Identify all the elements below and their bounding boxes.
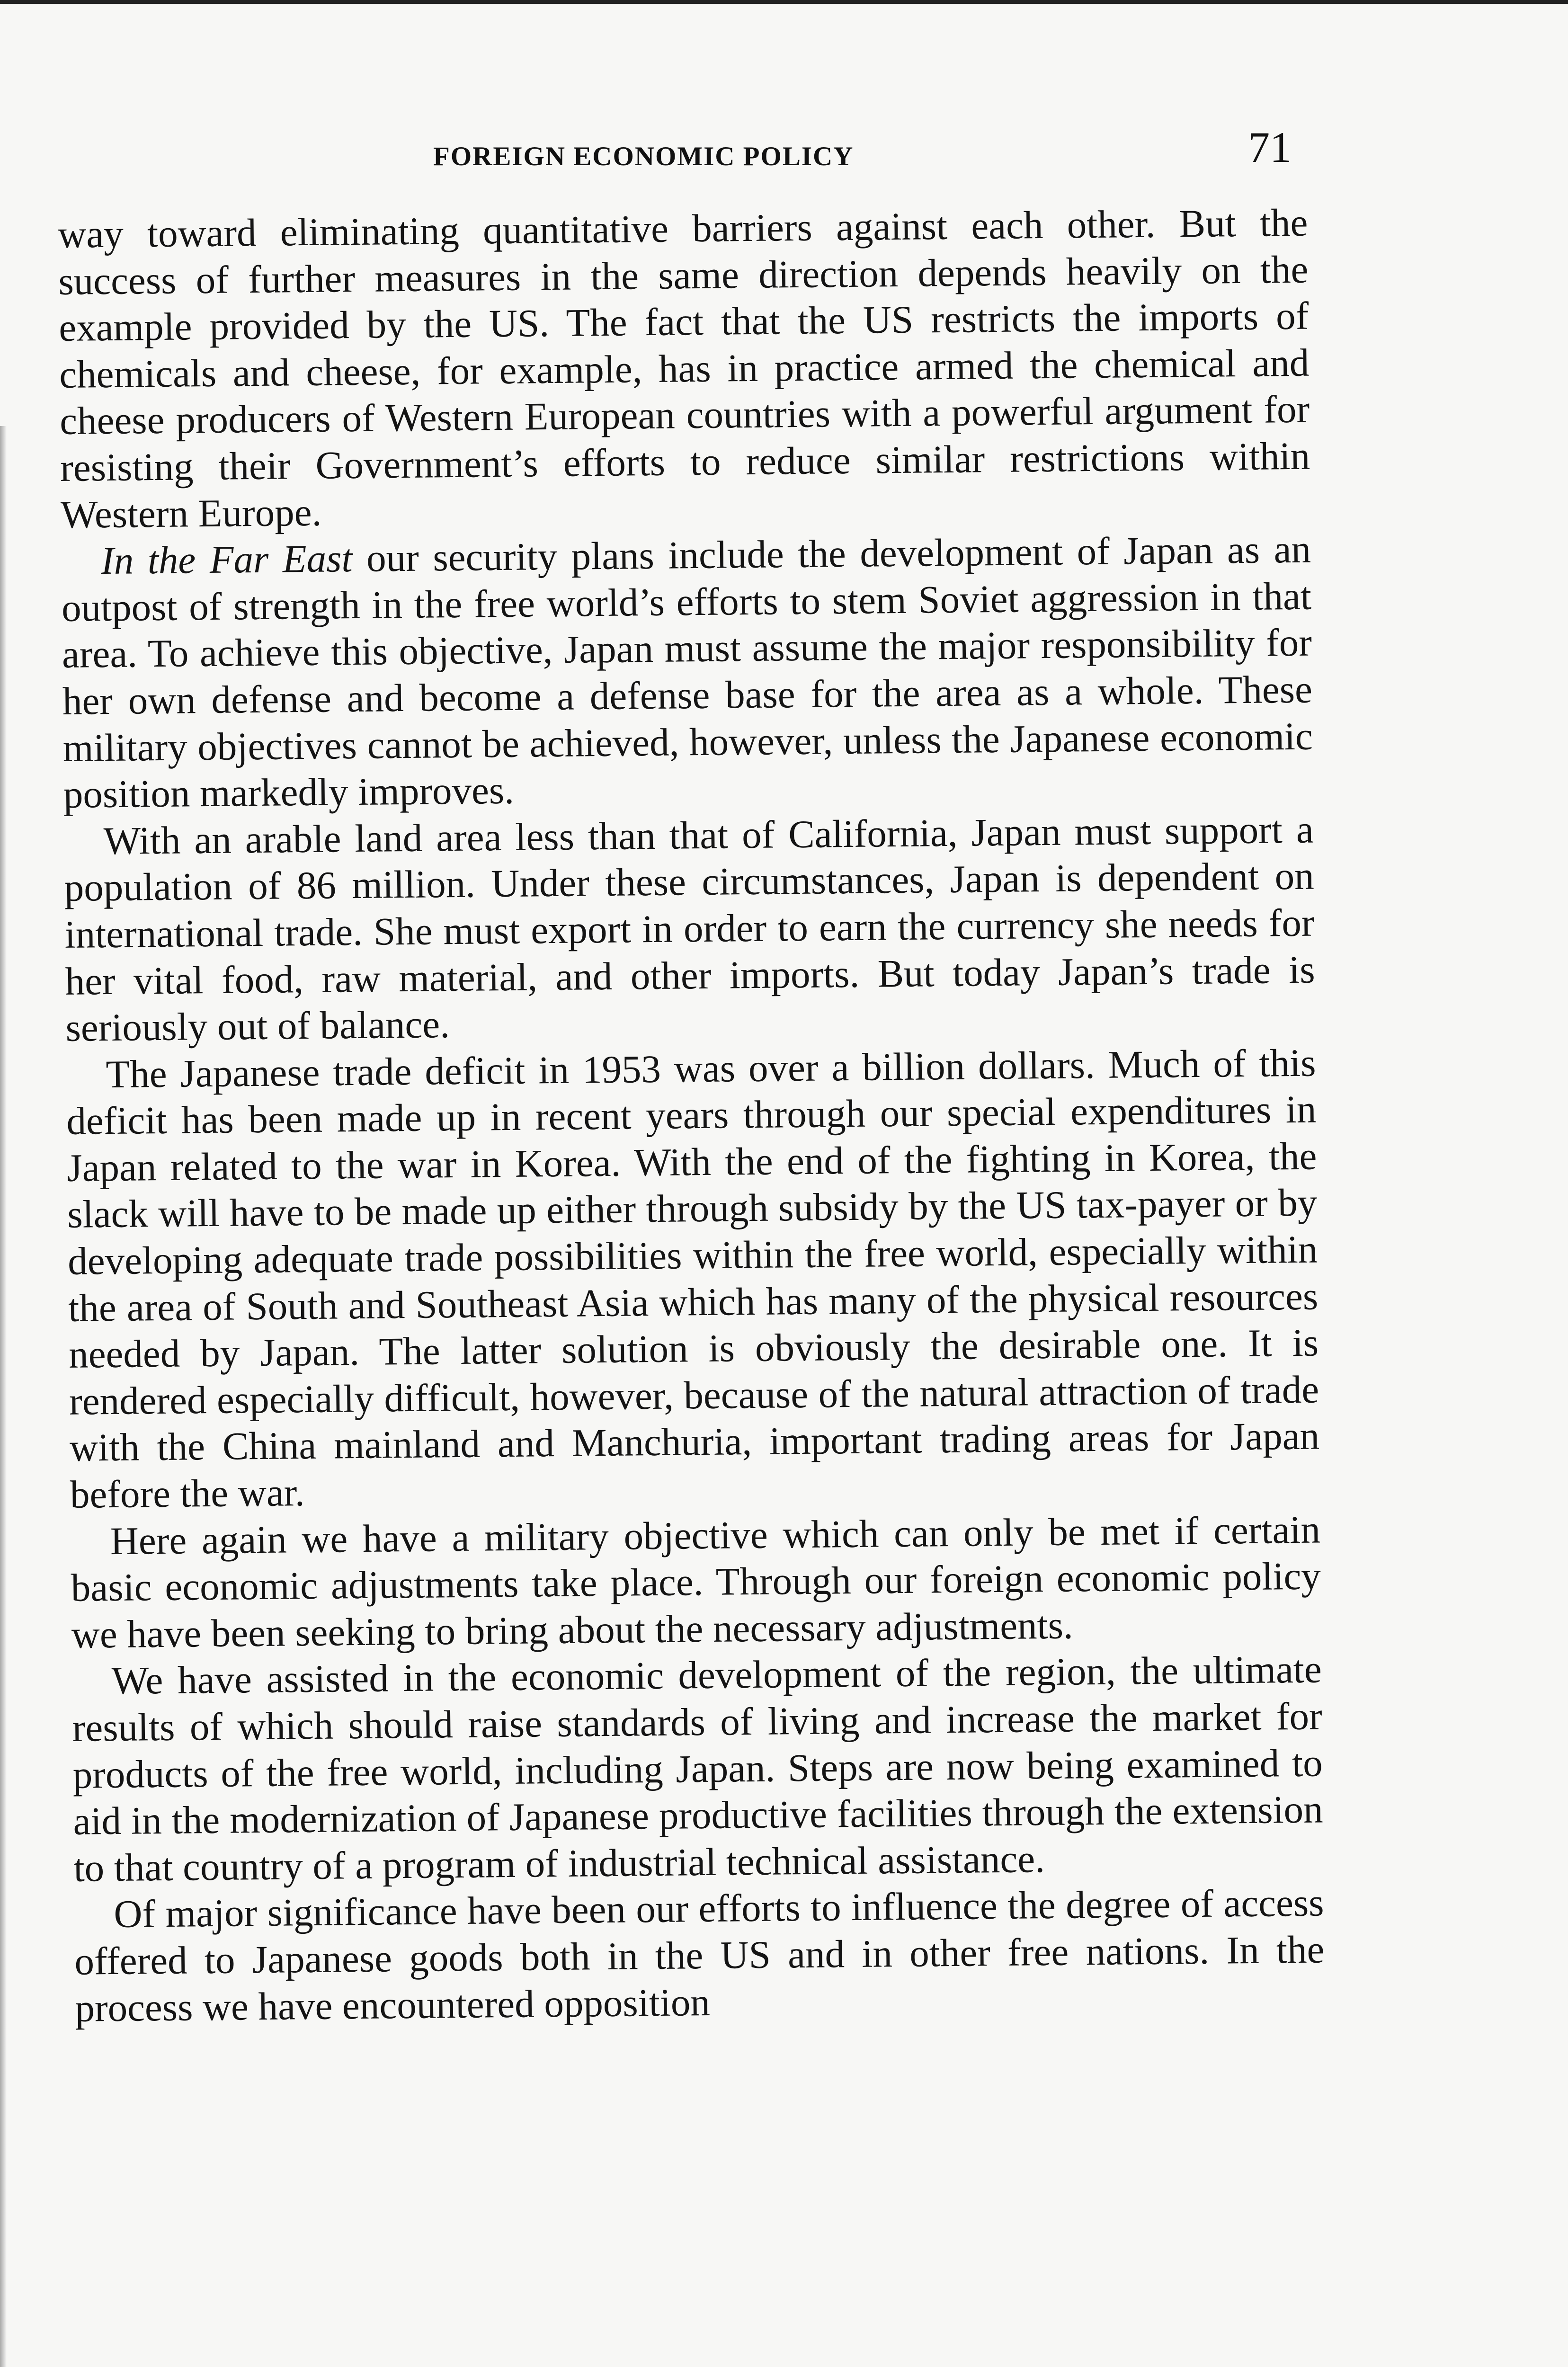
paragraph-3 (63, 806, 1316, 1051)
page-number: 71 (1248, 123, 1292, 171)
paragraph-text: We have assisted in the economic development of the region, the ultimate results of which should raise standards of living and increase the market for products of the free world, including Japan. Steps are now being examined to aid in the modernization of Japanese productive facilities through the extension to that country of a program of industrial technical assistance. (72, 1647, 1323, 1890)
paragraph-6 (71, 1646, 1324, 1891)
paragraph-1 (58, 199, 1311, 538)
paragraph-text: way toward eliminating quantitative barriers against each other. But the success of further measures in the same direction depends heavily on the example provided by the US. The fact that the US restricts the imports of chemicals and cheese, for example, has in practice armed the chemical and cheese producers of Western European countries with a powerful argument for resisting their Government’s efforts to reduce similar restrictions within Western Europe. (58, 200, 1310, 536)
section-lead-italic: In the Far East (100, 536, 353, 583)
paragraph-text: The Japanese trade deficit in 1953 was over a billion dollars. Much of this deficit has been made up in recent years through our special expenditures in Japan related to the war in Korea. With the end of the fighting in Korea, the slack will have to be made up either through subsidy by the US tax-payer or by developing adequate trade possibilities within the free world, especially within the area of South and Southeast Asia which has many of the physical resources needed by Japan. The latter solution is obviously the desirable one. It is rendered especially difficult, however, because of the natural attraction of trade with the China mainland and Manchuria, important trading areas for Japan before the war. (66, 1041, 1320, 1516)
paragraph-2 (61, 526, 1314, 818)
running-head: FOREIGN ECONOMIC POLICY (433, 142, 854, 171)
binding-shadow (0, 426, 7, 2367)
paragraph-text: Of major significance have been our efforts to influence the degree of access offered to Japanese goods both in the US and in other free nations. In the process we have encountered opposition (74, 1880, 1325, 2030)
top-edge-rule (0, 0, 1568, 4)
paragraph-text: With an arable land area less than that of California, Japan must support a population of 86 million. Under these circumstances, Japan is dependent on international trade. She must export in order to earn the currency she needs for her vital food, raw material, and other imports. But today Japan’s trade is seriously out of balance. (64, 807, 1315, 1050)
paragraph-5 (70, 1506, 1321, 1658)
body-text (58, 199, 1325, 2031)
paragraph-text: our security plans include the development of Japan as an outpost of strength in the free world’s efforts to stem Soviet aggression in that area. To achieve this objective, Japan must assume the major responsibility for her own defense and become a defense base for the area as a whole. These military objectives cannot be achieved, however, unless the Japanese economic position markedly improves. (61, 527, 1313, 817)
paragraph-text: Here again we have a military objective which can only be met if certain basic economic adjustments take place. Through our foreign economic policy we have been seeking to bring about the necessary adjustments. (71, 1507, 1321, 1656)
paragraph-7 (74, 1879, 1325, 2031)
paragraph-4 (66, 1039, 1320, 1518)
